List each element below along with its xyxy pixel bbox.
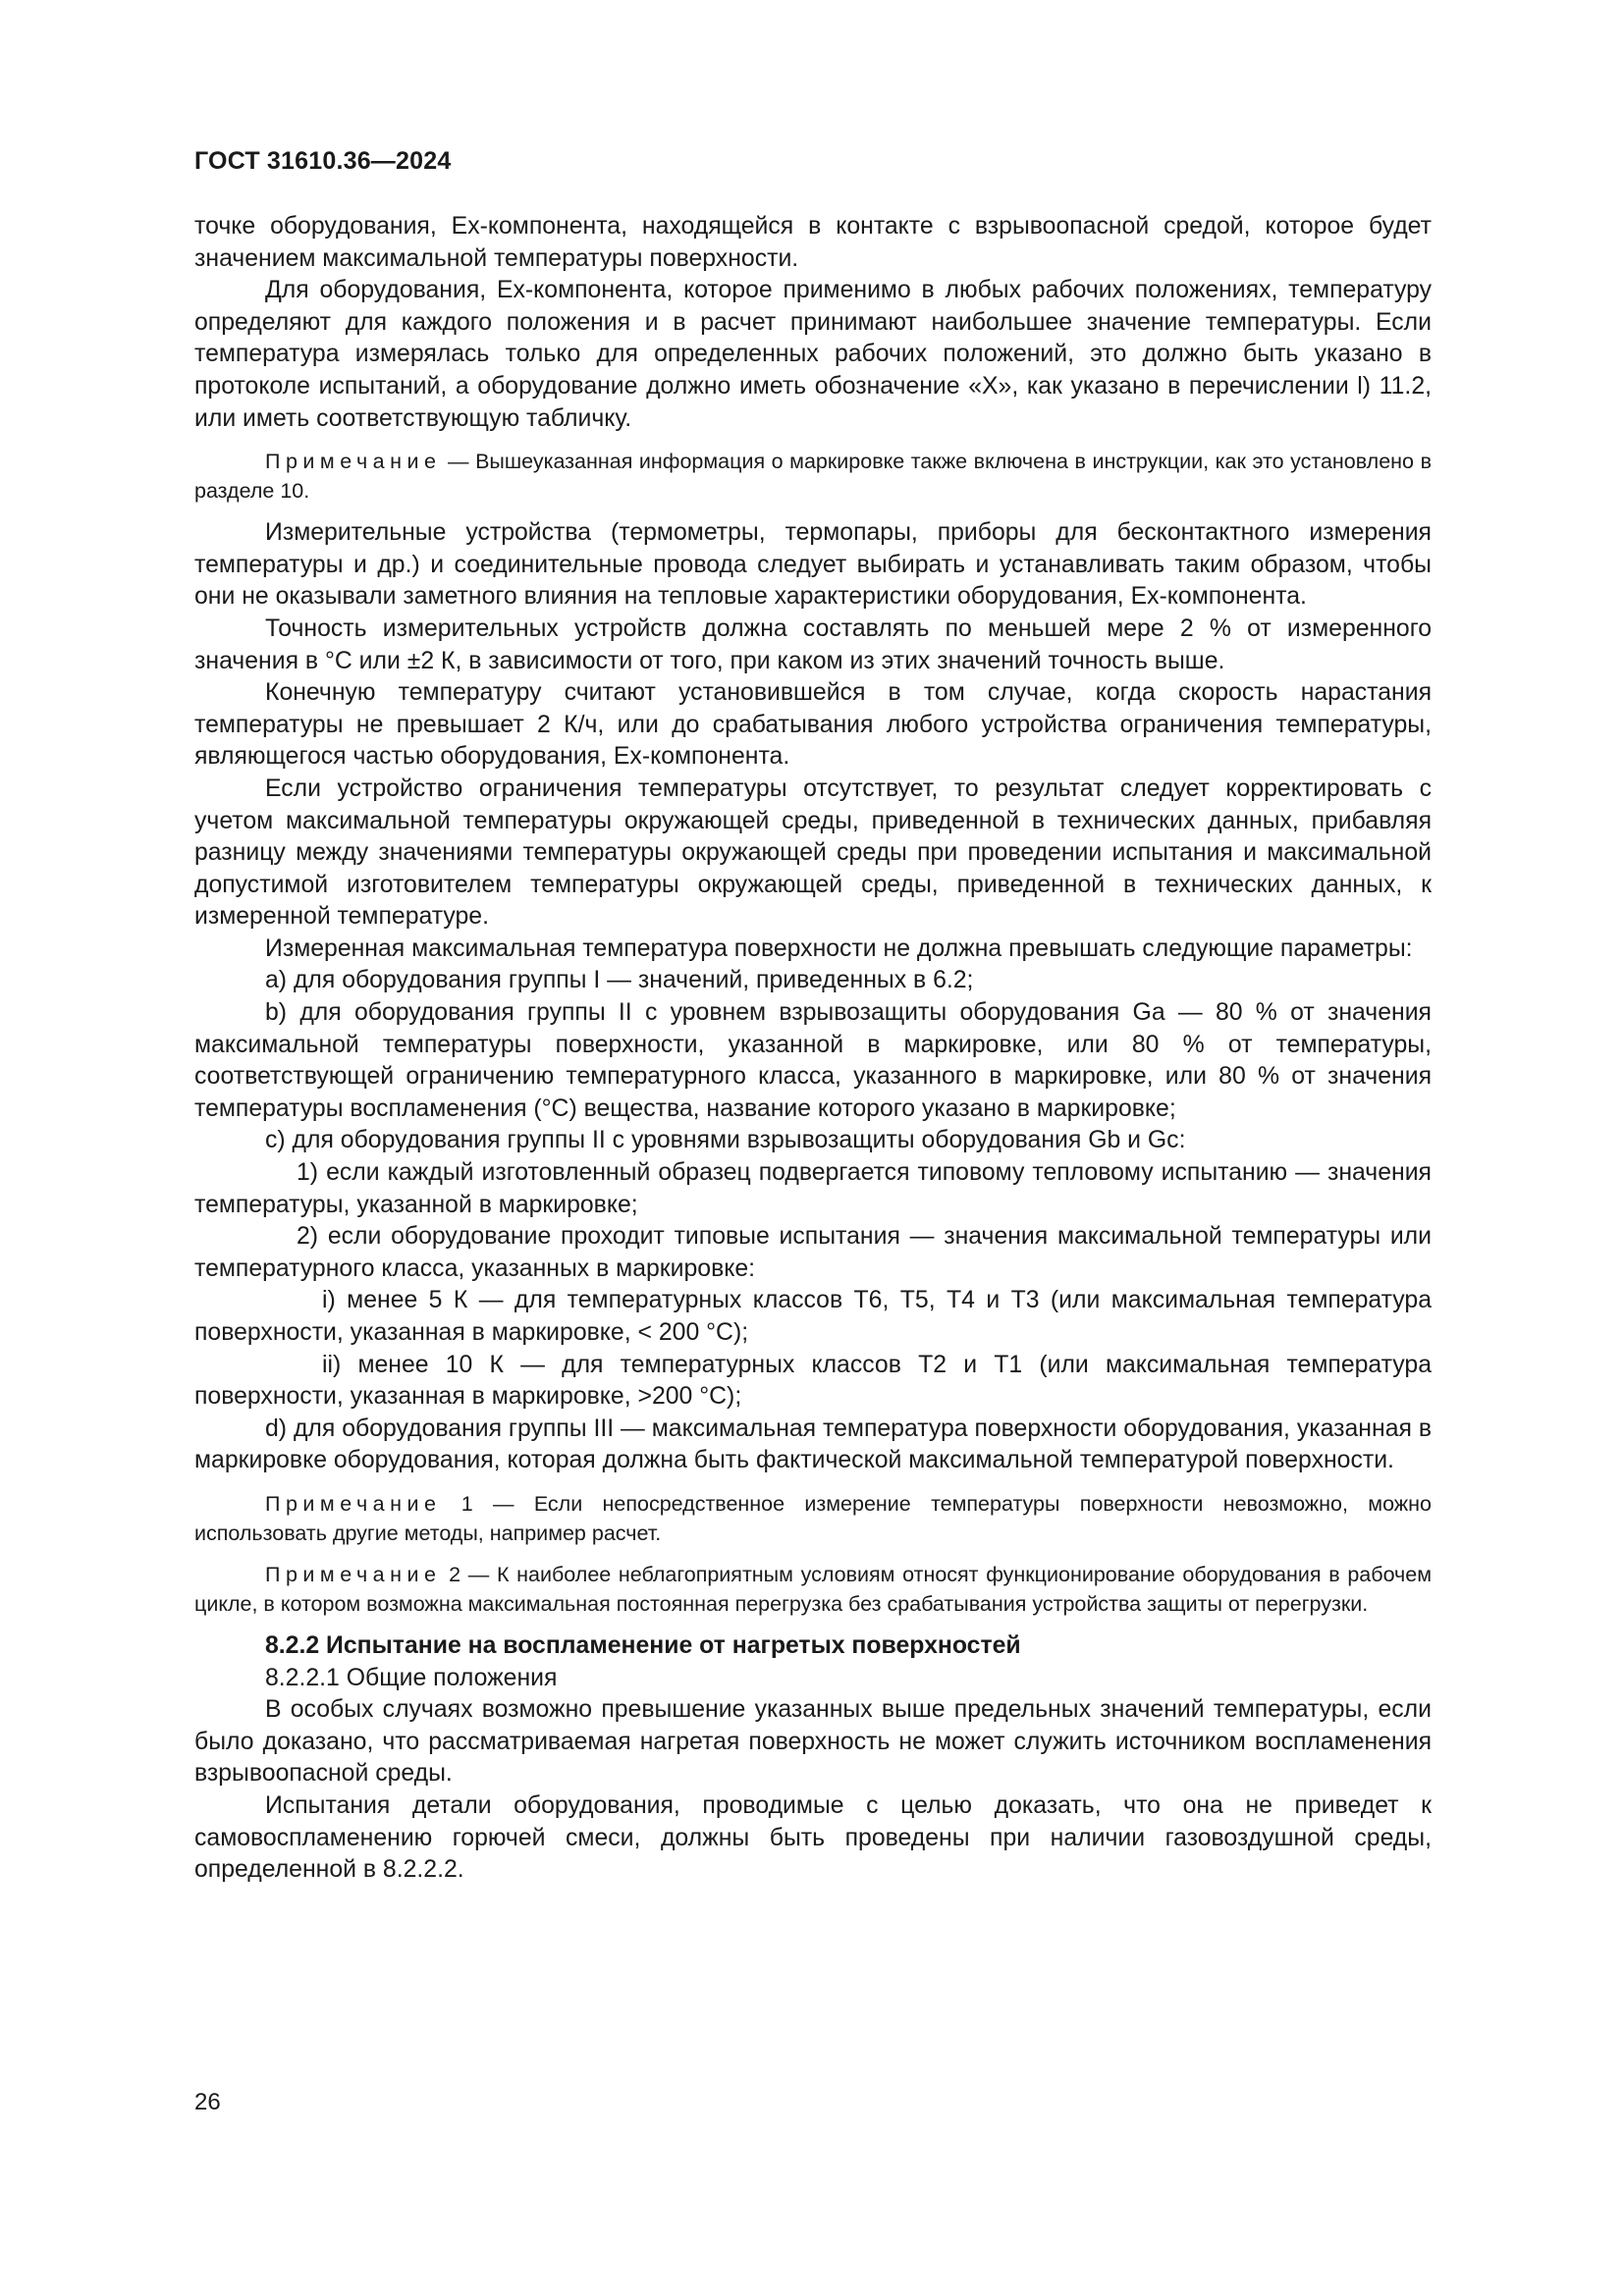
subsection-heading-8-2-2-1: 8.2.2.1 Общие положения: [265, 1664, 558, 1691]
note-text: — Вышеуказанная информация о маркировке также включена в инструкции, как это установлено в разделе 10.: [194, 450, 1432, 504]
note-label: Примечание: [265, 1562, 442, 1586]
list-item-b: b) для оборудования группы II с уровнем взрывозащиты оборудования Ga — 80 % от значения максимальной температуры поверхности, указанной в маркировке, или 80 % от температуры, соответствующей ограничению температурного класса, указанного в маркировке, или 80 % от значения температуры воспламенения (°С) вещества, название которого указано в маркировке;: [194, 999, 1432, 1122]
paragraph: Точность измерительных устройств должна составлять по меньшей мере 2 % от измеренного значения в °С или ±2 К, в зависимости от того, при каком из этих значений точность выше.: [194, 614, 1432, 674]
note-1: [194, 447, 1432, 506]
document-body: [194, 211, 1432, 1887]
paragraph: Если устройство ограничения температуры отсутствует, то результат следует корректировать с учетом максимальной температуры окружающей среды, приведенной в технических данных, прибавляя разницу между значениями температуры окружающей среды при проведении испытания и максимальной допустимой изготовителем температуры окружающей среды, приведенной в технических данных, к измеренной температуре.: [194, 774, 1432, 931]
paragraph: Измерительные устройства (термометры, термопары, приборы для бесконтактного измерения температуры и др.) и соединительные провода следует выбирать и устанавливать таким образом, чтобы они не оказывали заметного влияния на тепловые характеристики оборудования, Ex-компонента.: [194, 519, 1432, 611]
sub-item-1: 1) если каждый изготовленный образец подвергается типовому тепловому испытанию — значения температуры, указанной в маркировке;: [194, 1159, 1432, 1218]
note-2: [194, 1489, 1432, 1548]
section-heading-8-2-2: 8.2.2 Испытание на воспламенение от нагретых поверхностей: [265, 1631, 1021, 1659]
list-item-c: c) для оборудования группы II с уровнями взрывозащиты оборудования Gb и Gc:: [265, 1127, 1186, 1154]
sub-item-2: 2) если оборудование проходит типовые испытания — значения максимальной температуры или температурного класса, указанных в маркировке:: [194, 1223, 1432, 1282]
sub-sub-item-i: i) менее 5 К — для температурных классов Т6, Т5, Т4 и Т3 (или максимальная температура поверхности, указанная в маркировке, < 200 °С);: [194, 1287, 1432, 1346]
note-text: 1 — Если непосредственное измерение температуры поверхности невозможно, можно использовать другие методы, например расчет.: [194, 1491, 1432, 1545]
note-label: Примечание: [265, 1491, 442, 1516]
note-3: [194, 1560, 1432, 1619]
paragraph: Конечную температуру считают установившейся в том случае, когда скорость нарастания температуры не превышает 2 К/ч, или до срабатывания любого устройства ограничения температуры, являющегося частью оборудования, Ex-компонента.: [194, 679, 1432, 771]
paragraph: Для оборудования, Ex-компонента, которое применимо в любых рабочих положениях, температуру определяют для каждого положения и в расчет принимают наибольшее значение температуры. Если температура измерялась только для определенных рабочих положений, это должно быть указано в протоколе испытаний, а оборудование должно иметь обозначение «X», как указано в перечислении l) 11.2, или иметь соответствующую табличку.: [194, 277, 1432, 432]
note-text: 2 — К наиболее неблагоприятным условиям относят функционирование оборудования в рабочем цикле, в котором возможна максимальная постоянная перегрузка без срабатывания устройства защиты от перегрузки.: [194, 1562, 1432, 1616]
paragraph: В особых случаях возможно превышение указанных выше предельных значений температуры, если было доказано, что рассматриваемая нагретая поверхность не может служить источником воспламенения взрывоопасной среды.: [194, 1696, 1432, 1788]
document-code-header: ГОСТ 31610.36—2024: [194, 147, 452, 175]
note-label: Примечание: [265, 450, 442, 474]
sub-sub-item-ii: ii) менее 10 К — для температурных классов Т2 и Т1 (или максимальная температура поверхности, указанная в маркировке, >200 °С);: [194, 1351, 1432, 1411]
paragraph: Испытания детали оборудования, проводимые с целью доказать, что она не приведет к самовоспламенению горючей смеси, должны быть проведены при наличии газовоздушной среды, определенной в 8.2.2.2.: [194, 1791, 1432, 1884]
paragraph: Измеренная максимальная температура поверхности не должна превышать следующие параметры:: [265, 934, 1413, 962]
paragraph: точке оборудования, Ex-компонента, находящейся в контакте с взрывоопасной средой, которое будет значением максимальной температуры поверхности.: [194, 213, 1432, 272]
list-item-d: d) для оборудования группы III — максимальная температура поверхности оборудования, указанная в маркировке оборудования, которая должна быть фактической максимальной температурой поверхности.: [194, 1415, 1432, 1474]
list-item-a: a) для оборудования группы I — значений, приведенных в 6.2;: [265, 967, 974, 994]
page-number: 26: [194, 2089, 221, 2115]
